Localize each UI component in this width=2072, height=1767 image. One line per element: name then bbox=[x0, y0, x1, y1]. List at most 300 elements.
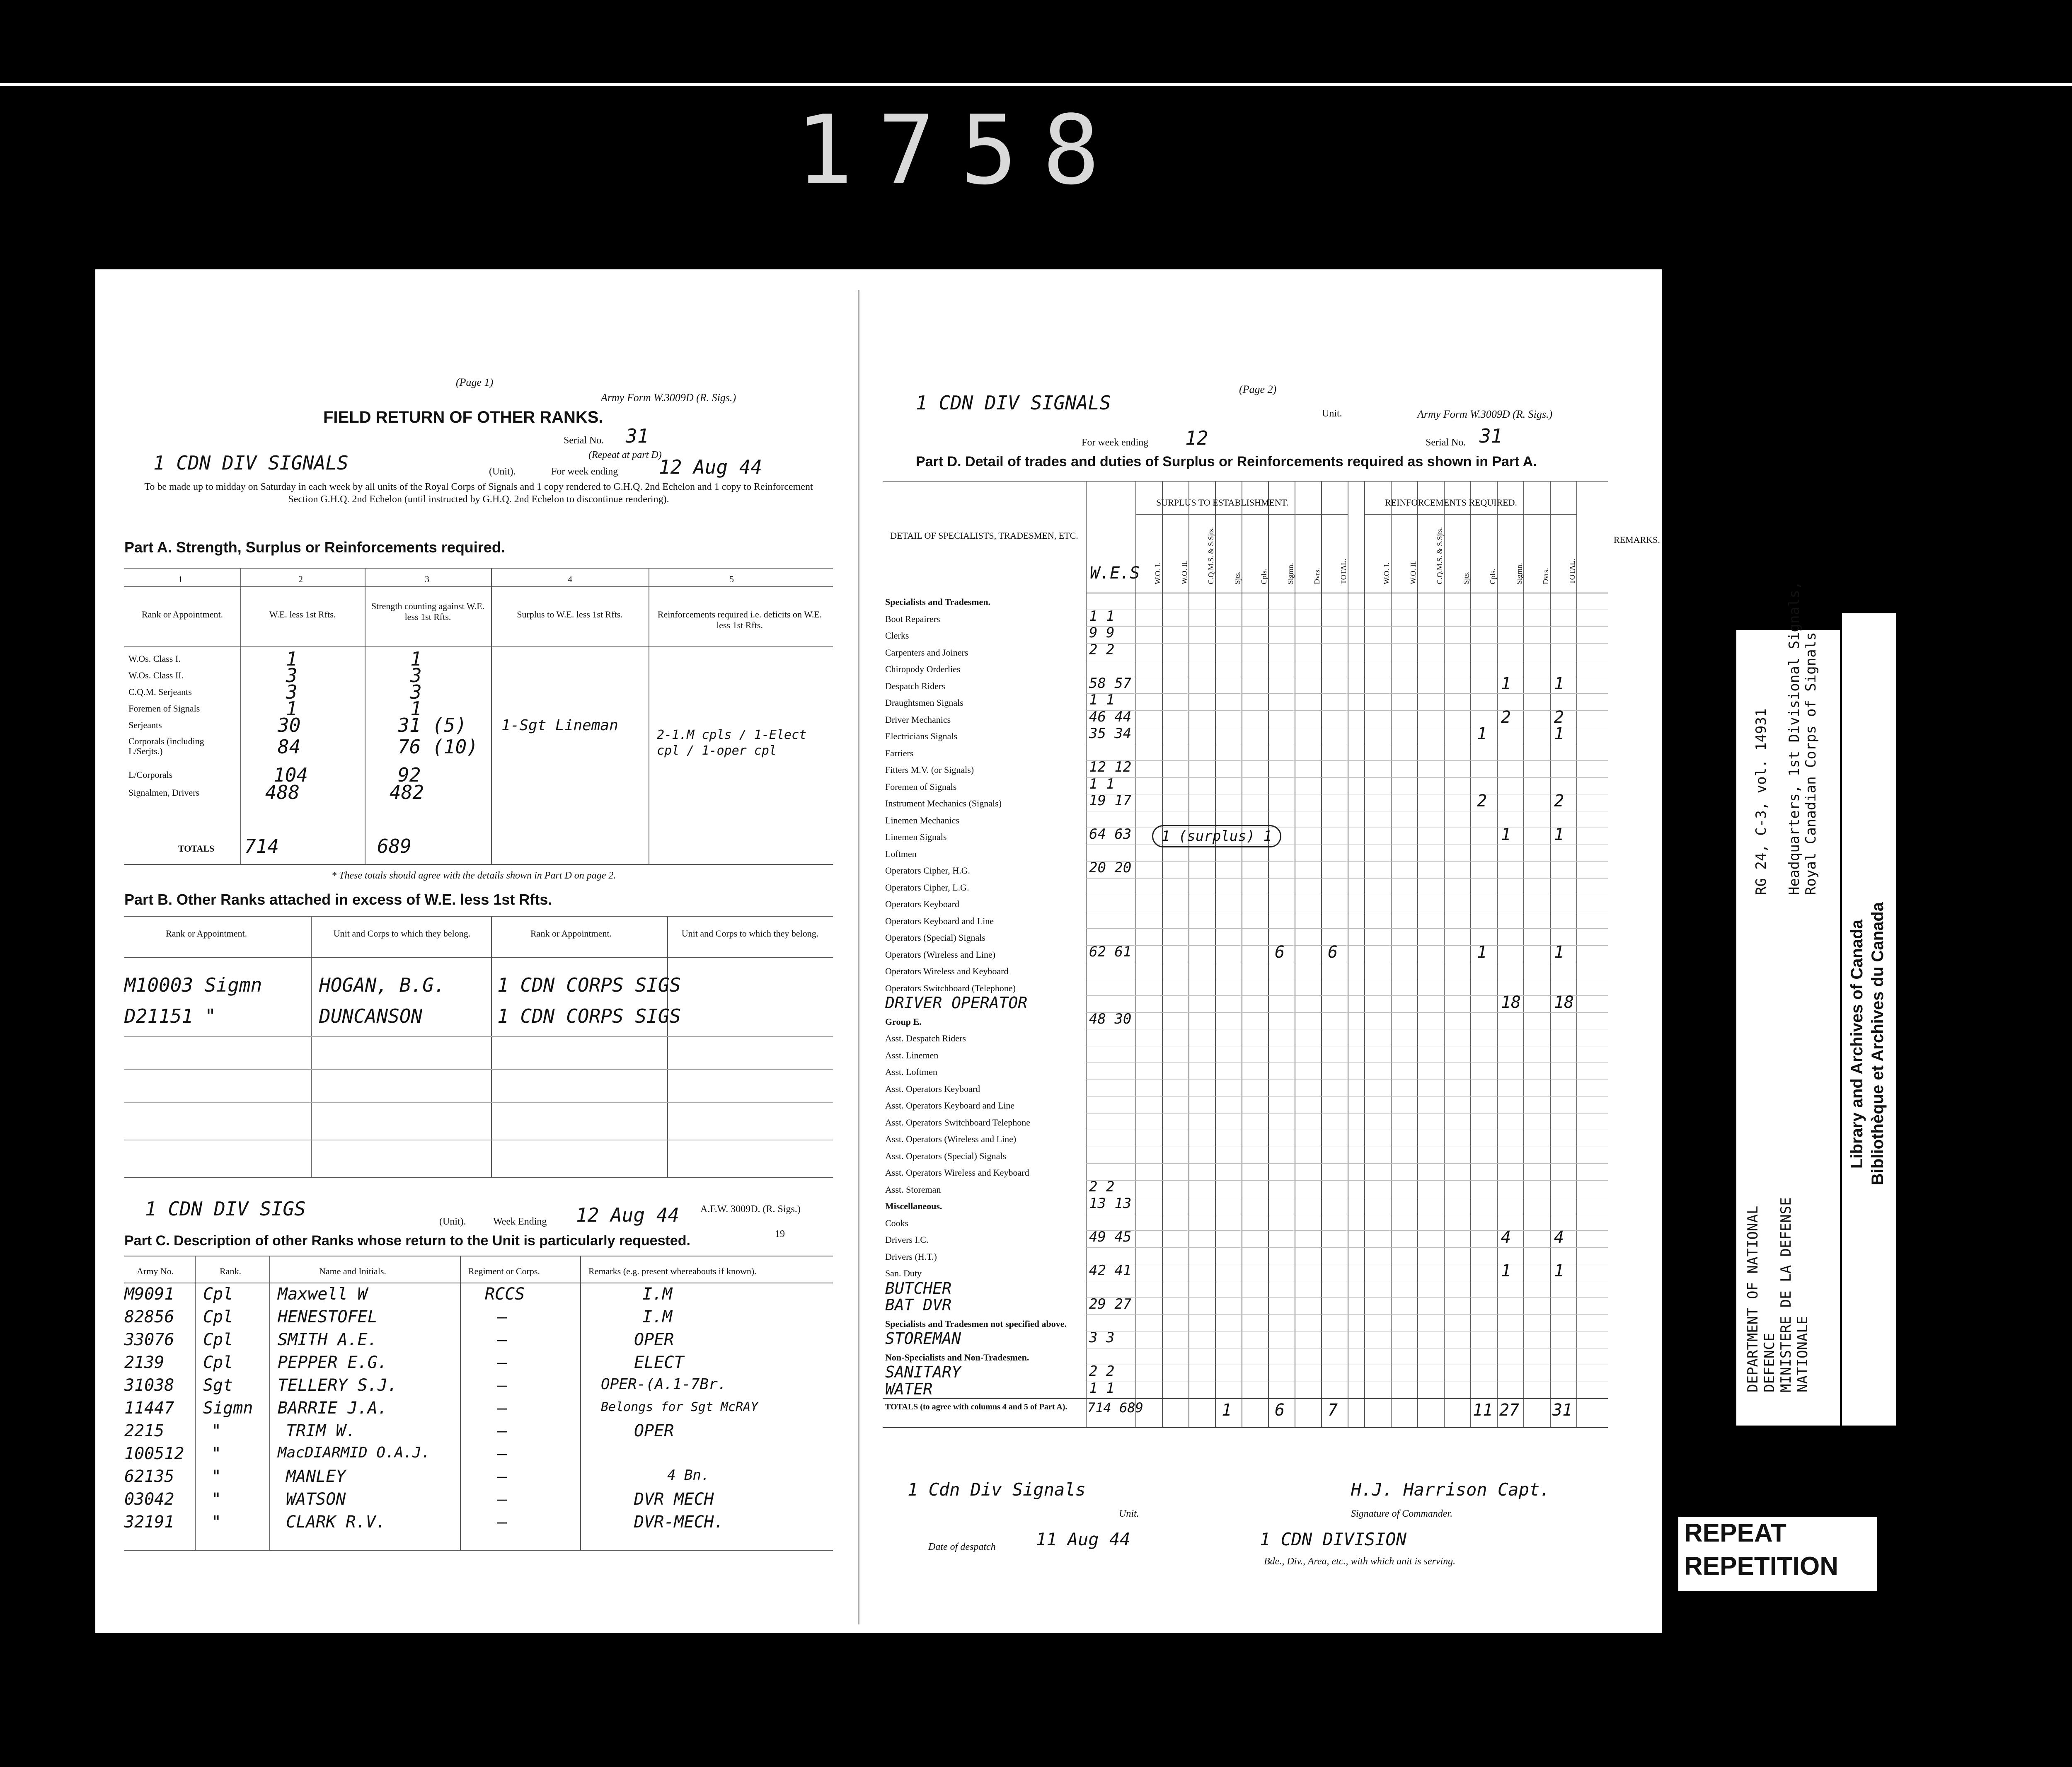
partD-row-we: 2 2 bbox=[1089, 1178, 1115, 1195]
partC-regt: — bbox=[497, 1421, 508, 1440]
partC-name: WATSON bbox=[286, 1490, 346, 1509]
archive-line: MINISTERE DE LA DEFENSE bbox=[1778, 1197, 1794, 1392]
partD-row-label: STOREMAN bbox=[885, 1329, 961, 1348]
partD-row-label: Drivers I.C. bbox=[885, 1234, 929, 1245]
partA-rank: C.Q.M. Serjeants bbox=[128, 687, 192, 697]
page2-label: (Page 2) bbox=[1239, 383, 1277, 395]
partA-we: 104 bbox=[274, 764, 308, 786]
partA-col-rule bbox=[240, 568, 241, 864]
partD-row-rule bbox=[1086, 643, 1608, 644]
partD-row-we: 49 45 bbox=[1089, 1229, 1132, 1245]
partD-reinf-sigmn: 2 bbox=[1501, 707, 1511, 727]
partC-rank: Cpl bbox=[203, 1330, 233, 1349]
partA-we: 1 bbox=[286, 648, 298, 670]
partC-name: HENESTOFEL bbox=[278, 1307, 378, 1326]
partD-table bbox=[883, 481, 1660, 1467]
archive-line: Royal Canadian Corps of Signals bbox=[1803, 632, 1819, 895]
partC-col-rule bbox=[269, 1256, 270, 1550]
partB-col-rule bbox=[667, 916, 668, 1177]
partB-row-rule bbox=[124, 1069, 833, 1070]
partC-unit-label: (Unit). bbox=[439, 1216, 466, 1227]
partD-row-label: DRIVER OPERATOR bbox=[885, 994, 1028, 1012]
unit-label: (Unit). bbox=[489, 466, 516, 477]
partC-bottom-rule bbox=[124, 1550, 833, 1551]
partA-col-rule bbox=[365, 568, 366, 864]
partB-unit: HOGAN, B.G. bbox=[319, 974, 445, 996]
partD-detail-header: DETAIL OF SPECIALISTS, TRADESMEN, ETC. bbox=[890, 530, 1078, 541]
partD-totals-rule bbox=[883, 1398, 1608, 1399]
partC-name: SMITH A.E. bbox=[278, 1330, 378, 1349]
partC-week-value: 12 Aug 44 bbox=[576, 1204, 680, 1226]
partD-surplus-note: 1 (surplus) 1 bbox=[1152, 825, 1281, 847]
partD-reinf-col-header: Dvrs. bbox=[1542, 568, 1550, 584]
archive-line: DEPARTMENT OF NATIONAL bbox=[1745, 1205, 1761, 1392]
partD-row-we: 1 1 bbox=[1089, 692, 1115, 708]
partC-title: Part C. Description of other Ranks whose return to the Unit is particularly requested. bbox=[124, 1233, 690, 1249]
partC-remarks: Belongs for Sgt McRAY bbox=[601, 1400, 758, 1414]
partC-regt: — bbox=[497, 1399, 508, 1418]
partA-strength: 482 bbox=[390, 781, 424, 804]
partB-unit2: 1 CDN CORPS SIGS bbox=[497, 1005, 681, 1027]
partD-totals-we: 714 689 bbox=[1087, 1400, 1143, 1416]
week-label: For week ending bbox=[551, 466, 618, 477]
partC-remarks: ELECT bbox=[634, 1353, 684, 1372]
partD-row-label: Asst. Loftmen bbox=[885, 1067, 937, 1077]
partC-regt: — bbox=[497, 1376, 508, 1395]
partA-top-rule bbox=[124, 568, 833, 569]
partD-row-label: Asst. Operators Keyboard and Line bbox=[885, 1100, 1015, 1111]
partD-col-rule bbox=[1215, 481, 1216, 1427]
partC-regt: — bbox=[497, 1330, 508, 1349]
partC-regt: — bbox=[497, 1513, 508, 1532]
partD-surplus-col-header: Sigmn. bbox=[1286, 563, 1295, 584]
partD-surplus-col-header: TOTAL. bbox=[1339, 559, 1348, 584]
partD-row-rule bbox=[1086, 995, 1608, 996]
partD-row-we: 2 2 bbox=[1089, 1363, 1115, 1380]
partD-row-label: Loftmen bbox=[885, 848, 917, 859]
partA-bottom-rule bbox=[124, 864, 833, 865]
partD-row-rule bbox=[1086, 1012, 1608, 1013]
partC-header: Name and Initials. bbox=[319, 1266, 386, 1276]
partD-row-label: Operators Cipher, L.G. bbox=[885, 882, 969, 893]
partD-row-we: 35 34 bbox=[1089, 725, 1132, 742]
partD-reinf-col-header: Sigmn. bbox=[1515, 563, 1523, 584]
partD-reinf-total: 1 bbox=[1554, 674, 1564, 693]
despatch-label: Date of despatch bbox=[928, 1542, 996, 1552]
partD-surplus-col-header: C.Q.M.S. & S.Sjts. bbox=[1207, 527, 1215, 584]
serial-label: Serial No. bbox=[564, 435, 604, 446]
partB-header: Unit and Corps to which they belong. bbox=[333, 928, 471, 939]
partD-row-label: Asst. Operators (Special) Signals bbox=[885, 1150, 1007, 1161]
partB-header: Unit and Corps to which they belong. bbox=[681, 928, 819, 939]
partC-col-rule bbox=[460, 1256, 461, 1550]
partD-row-label: Electricians Signals bbox=[885, 731, 958, 741]
partA-we: 3 bbox=[286, 664, 298, 687]
partA-rank: Signalmen, Drivers bbox=[128, 787, 200, 798]
partD-row-we: 13 13 bbox=[1089, 1195, 1132, 1212]
partB-header: Rank or Appointment. bbox=[166, 928, 247, 939]
partD-row-we: 46 44 bbox=[1089, 708, 1132, 725]
page2-serial-label: Serial No. bbox=[1426, 437, 1466, 448]
partD-row-label: Driver Mechanics bbox=[885, 714, 951, 725]
partD-surplus-col-header: Cpls. bbox=[1260, 569, 1268, 584]
partD-row-label: Carpenters and Joiners bbox=[885, 647, 968, 658]
partC-remarks: I.M bbox=[642, 1307, 673, 1326]
partC-col-rule bbox=[195, 1256, 196, 1550]
partA-we-total: 714 bbox=[244, 835, 279, 857]
partD-row-we: 9 9 bbox=[1089, 625, 1115, 641]
partD-row-label: Linemen Signals bbox=[885, 832, 947, 842]
partB-unit: DUNCANSON bbox=[319, 1005, 423, 1027]
partD-totals-surplus-total: 7 bbox=[1328, 1401, 1338, 1420]
partB-row-rule bbox=[124, 1102, 833, 1103]
partD-col-rule bbox=[1364, 481, 1365, 1427]
partC-header: Rank. bbox=[220, 1266, 241, 1276]
partC-name: BARRIE J.A. bbox=[278, 1399, 387, 1418]
partD-row-rule bbox=[1086, 945, 1608, 946]
partD-row-we: 48 30 bbox=[1089, 1010, 1132, 1027]
partC-rank: Cpl bbox=[203, 1307, 233, 1326]
partA-rank: Serjeants bbox=[128, 720, 162, 730]
partA-footnote: * These totals should agree with the details shown in Part D on page 2. bbox=[332, 870, 616, 881]
partC-remarks: DVR-MECH. bbox=[634, 1513, 724, 1532]
partC-remarks: OPER bbox=[634, 1330, 674, 1349]
partA-header-rank: Rank or Appointment. bbox=[141, 609, 223, 620]
partD-reinf-col-header: W.O. I. bbox=[1382, 562, 1391, 584]
partC-col-rule bbox=[580, 1256, 581, 1550]
partD-row-rule bbox=[1086, 928, 1608, 929]
partD-reinf-total: 1 bbox=[1554, 1261, 1564, 1280]
partC-regt: RCCS bbox=[485, 1285, 525, 1304]
partC-rank: " bbox=[211, 1490, 222, 1509]
partD-row-label: Operators Keyboard bbox=[885, 899, 959, 909]
partD-reinf-col-header: Cpls. bbox=[1489, 569, 1497, 584]
partB-unit2: 1 CDN CORPS SIGS bbox=[497, 974, 681, 996]
partD-totals-reinf-total: 31 bbox=[1552, 1401, 1573, 1420]
partC-rank: Cpl bbox=[203, 1285, 233, 1304]
partD-reinf-cpls: 1 bbox=[1477, 942, 1487, 962]
partD-row-label: Asst. Operators (Wireless and Line) bbox=[885, 1134, 1017, 1144]
archive-line: RG 24, C-3, vol. 14931 bbox=[1753, 708, 1769, 895]
partD-row-we: 1 1 bbox=[1089, 775, 1115, 792]
partC-name: CLARK R.V. bbox=[286, 1513, 386, 1532]
partD-totals-label: TOTALS (to agree with columns 4 and 5 of Part A). bbox=[885, 1402, 1067, 1411]
partD-row-rule bbox=[1086, 693, 1608, 694]
partD-row-label: Despatch Riders bbox=[885, 680, 945, 691]
partC-army-no: 33076 bbox=[124, 1330, 174, 1349]
partD-row-label: Boot Repairers bbox=[885, 613, 940, 624]
lac-label bbox=[1842, 613, 1896, 1426]
instructions-text: To be made up to midday on Saturday in each week by all units of the Royal Corps of Signals and 1 copy rendered to G.H.Q. 2nd Echelon and 1 copy to Reinforcement Section G.H.Q. 2nd Echelon (until instructed by G.H.Q. 2nd Echelon to discontinue rendering). bbox=[144, 482, 813, 505]
frame-number: 1758 bbox=[796, 95, 1125, 206]
partA-strength: 3 bbox=[410, 681, 422, 703]
partA-reinf: 2-1.M cpls / 1-Elect cpl / 1-oper cpl bbox=[657, 728, 807, 758]
partD-bottom-rule bbox=[883, 1427, 1608, 1428]
partC-regt: — bbox=[497, 1307, 508, 1326]
partD-row-label: Asst. Operators Keyboard bbox=[885, 1083, 980, 1094]
partD-subheader-rule bbox=[1364, 514, 1576, 515]
partB-title: Part B. Other Ranks attached in excess of W.E. less 1st Rfts. bbox=[124, 891, 552, 908]
partD-totals-surplus-sigmn: 6 bbox=[1275, 1401, 1285, 1420]
partD-surplus-col-header: W.O. I. bbox=[1154, 562, 1162, 584]
partA-colnum: 5 bbox=[729, 574, 734, 584]
partB-col-rule bbox=[491, 916, 492, 1177]
partD-row-rule bbox=[1086, 626, 1608, 627]
partD-we-header: W.E.S bbox=[1090, 564, 1140, 583]
serial-value: 31 bbox=[626, 425, 649, 447]
partD-row-label: Asst. Linemen bbox=[885, 1050, 939, 1060]
partC-name: Maxwell W bbox=[278, 1285, 368, 1304]
partD-reinf-col-header: C.Q.M.S. & S.Sjts. bbox=[1435, 527, 1444, 584]
partD-row-we: 2 2 bbox=[1089, 641, 1115, 658]
partD-col-rule bbox=[1391, 481, 1392, 1427]
partA-strength: 1 bbox=[410, 648, 422, 670]
partD-row-label: Specialists and Tradesmen. bbox=[885, 597, 991, 607]
partD-row-label: Instrument Mechanics (Signals) bbox=[885, 798, 1002, 808]
page2-unit-label: Unit. bbox=[1322, 408, 1342, 419]
week-value: 12 Aug 44 bbox=[659, 456, 762, 478]
lac-english: Library and Archives of Canada bbox=[1848, 920, 1866, 1169]
partC-army-no: 100512 bbox=[124, 1444, 184, 1463]
partD-row-label: Asst. Despatch Riders bbox=[885, 1033, 966, 1043]
partA-strength: 1 bbox=[410, 697, 422, 720]
partD-reinf-cpls: 2 bbox=[1477, 792, 1487, 811]
partC-regt: — bbox=[497, 1467, 508, 1486]
partC-rank: " bbox=[211, 1444, 222, 1463]
partC-header: Regiment or Corps. bbox=[468, 1266, 540, 1276]
partB-header: Rank or Appointment. bbox=[530, 928, 612, 939]
partD-surplus-header: SURPLUS TO ESTABLISHMENT. bbox=[1156, 497, 1289, 508]
partD-col-rule bbox=[1470, 481, 1471, 1427]
partC-rank: Cpl bbox=[203, 1353, 233, 1372]
partC-remarks: I.M bbox=[642, 1285, 673, 1304]
partA-we: 30 bbox=[278, 714, 301, 736]
partD-row-we: 3 3 bbox=[1089, 1329, 1115, 1346]
partC-form: A.F.W. 3009D. (R. Sigs.) bbox=[700, 1204, 801, 1215]
partD-row-label: Draughtsmen Signals bbox=[885, 697, 963, 708]
partD-reinf-col-header: Sjts. bbox=[1462, 571, 1470, 584]
partD-row-rule bbox=[1086, 777, 1608, 778]
partB-rank: D21151 " bbox=[124, 1005, 216, 1027]
partB-bottom-rule bbox=[124, 1177, 833, 1178]
partD-row-label: Miscellaneous. bbox=[885, 1201, 942, 1211]
partD-row-label: BAT DVR bbox=[885, 1296, 952, 1314]
partD-col-rule bbox=[1523, 481, 1524, 1427]
partD-surplus-total: 6 bbox=[1328, 942, 1338, 962]
partD-row-label: Operators Switchboard (Telephone) bbox=[885, 983, 1016, 993]
partD-row-label: Chiropody Orderlies bbox=[885, 664, 961, 674]
partC-remarks: 4 Bn. bbox=[667, 1467, 710, 1484]
partB-top-rule bbox=[124, 916, 833, 917]
footer-signature-label: Signature of Commander. bbox=[1351, 1508, 1453, 1519]
partC-header: Army No. bbox=[137, 1266, 174, 1276]
partD-surplus-sigmn: 6 bbox=[1275, 942, 1285, 962]
partD-col-rule bbox=[1135, 481, 1136, 1427]
despatch-value: 11 Aug 44 bbox=[1036, 1529, 1130, 1549]
partD-row-label: San. Duty bbox=[885, 1268, 922, 1278]
partC-army-no: 32191 bbox=[124, 1513, 174, 1532]
partA-rank: Foremen of Signals bbox=[128, 703, 200, 714]
partD-col-rule bbox=[1188, 481, 1189, 1427]
partC-army-no: 2215 bbox=[124, 1421, 165, 1440]
repeat-note: (Repeat at part D) bbox=[588, 450, 662, 460]
partD-row-label: Non-Specialists and Non-Tradesmen. bbox=[885, 1352, 1029, 1363]
partA-colnum: 1 bbox=[178, 574, 183, 584]
partD-reinf-total: 2 bbox=[1554, 707, 1564, 727]
partD-reinf-col-header: TOTAL. bbox=[1568, 559, 1576, 584]
partD-col-rule bbox=[1162, 481, 1163, 1427]
partB-row-rule bbox=[124, 1036, 833, 1037]
partA-surplus: 1-Sgt Lineman bbox=[501, 717, 618, 734]
partC-name: TRIM W. bbox=[286, 1421, 356, 1440]
partA-colnum: 2 bbox=[298, 574, 303, 584]
partB-rule bbox=[124, 957, 833, 958]
page2-week-label: For week ending bbox=[1082, 437, 1149, 448]
partD-row-rule bbox=[1086, 1314, 1608, 1315]
partA-strength-total: 689 bbox=[377, 835, 412, 857]
page2-week-value: 12 bbox=[1185, 427, 1208, 449]
partD-col-rule bbox=[1268, 481, 1269, 1427]
partA-strength: 76 (10) bbox=[398, 736, 478, 758]
partD-col-rule bbox=[1444, 481, 1445, 1427]
partA-we: 84 bbox=[278, 736, 301, 758]
partD-row-we: 42 41 bbox=[1089, 1262, 1132, 1279]
partA-rule bbox=[124, 646, 833, 647]
partD-totals-reinf-sigmn: 27 bbox=[1499, 1401, 1520, 1420]
page1-label: (Page 1) bbox=[456, 376, 494, 388]
partD-row-we: 19 17 bbox=[1089, 792, 1132, 809]
partD-row-label: Asst. Storeman bbox=[885, 1184, 941, 1195]
partD-reinf-sigmn: 1 bbox=[1501, 674, 1511, 693]
partA-colnum: 4 bbox=[568, 574, 572, 584]
partD-surplus-col-header: Dvrs. bbox=[1313, 568, 1321, 584]
partD-reinf-sigmn: 18 bbox=[1501, 993, 1521, 1012]
partD-row-rule bbox=[1086, 1180, 1608, 1181]
partD-row-label: Operators (Wireless and Line) bbox=[885, 949, 996, 960]
partC-army-no: 11447 bbox=[124, 1399, 174, 1418]
partC-rank: Sgt bbox=[203, 1376, 233, 1395]
partD-row-label: Operators Cipher, H.G. bbox=[885, 865, 971, 876]
partD-col-rule bbox=[1321, 481, 1322, 1427]
partC-name: PEPPER E.G. bbox=[278, 1353, 387, 1372]
partC-year: 19 bbox=[775, 1229, 785, 1239]
partD-row-we: 12 12 bbox=[1089, 759, 1132, 775]
partC-rank: " bbox=[211, 1513, 222, 1532]
partA-rule bbox=[124, 586, 833, 587]
partD-row-label: Clerks bbox=[885, 630, 909, 641]
partD-title: Part D. Detail of trades and duties of Surplus or Reinforcements required as shown in Part A. bbox=[916, 454, 1537, 470]
unit-value: 1 CDN DIV SIGNALS bbox=[153, 452, 349, 474]
partD-row-rule bbox=[1086, 878, 1608, 879]
partD-reinf-total: 1 bbox=[1554, 825, 1564, 844]
partD-row-label: WATER bbox=[885, 1380, 933, 1398]
partD-row-rule bbox=[1086, 1230, 1608, 1231]
lac-french: Bibliothèque et Archives du Canada bbox=[1869, 902, 1887, 1185]
archive-line: Headquarters, 1st Divisional Signals, bbox=[1786, 581, 1803, 895]
partD-reinf-col-header: W.O. II. bbox=[1409, 560, 1417, 584]
partD-subheader-rule bbox=[1135, 514, 1348, 515]
partA-totals-label: TOTALS bbox=[178, 843, 215, 854]
partC-rank: " bbox=[211, 1421, 222, 1440]
partD-row-we: 62 61 bbox=[1089, 943, 1132, 960]
partD-reinf-total: 1 bbox=[1554, 942, 1564, 962]
partD-col-rule bbox=[1417, 481, 1418, 1427]
repeat-stamp-line2: REPETITION bbox=[1684, 1552, 1839, 1581]
page-fold bbox=[858, 290, 859, 1624]
partC-unit: 1 CDN DIV SIGS bbox=[145, 1198, 306, 1220]
partD-row-rule bbox=[1086, 710, 1608, 711]
footer-signature: H.J. Harrison Capt. bbox=[1351, 1479, 1550, 1500]
partA-header-surplus: Surplus to W.E. less 1st Rfts. bbox=[517, 609, 623, 620]
partD-row-label: Linemen Mechanics bbox=[885, 815, 959, 825]
partD-row-label: BUTCHER bbox=[885, 1279, 952, 1297]
partD-row-rule bbox=[1086, 861, 1608, 862]
partD-reinf-total: 18 bbox=[1554, 993, 1574, 1012]
page2-serial-value: 31 bbox=[1479, 425, 1503, 447]
partD-row-label: Foremen of Signals bbox=[885, 781, 957, 792]
partC-army-no: 31038 bbox=[124, 1376, 174, 1395]
partC-name: MANLEY bbox=[286, 1467, 346, 1486]
partD-surplus-col-header: Sjts. bbox=[1233, 571, 1242, 584]
partD-row-we: 64 63 bbox=[1089, 826, 1132, 842]
partD-row-we: 1 1 bbox=[1089, 1380, 1115, 1397]
repeat-stamp-line1: REPEAT bbox=[1684, 1519, 1786, 1547]
partC-army-no: 62135 bbox=[124, 1467, 174, 1486]
partD-row-we: 29 27 bbox=[1089, 1296, 1132, 1312]
partC-name: TELLERY S.J. bbox=[278, 1376, 397, 1395]
partD-row-label: Farriers bbox=[885, 748, 914, 758]
partD-col-rule bbox=[1497, 481, 1498, 1427]
partD-row-label: Cooks bbox=[885, 1218, 909, 1228]
partA-we: 3 bbox=[286, 681, 298, 703]
partD-col-rule bbox=[1576, 481, 1577, 1427]
partC-army-no: 2139 bbox=[124, 1353, 165, 1372]
partC-army-no: M9091 bbox=[124, 1285, 174, 1304]
footer-unit-value: 1 Cdn Div Signals bbox=[908, 1479, 1086, 1500]
partC-army-no: 82856 bbox=[124, 1307, 174, 1326]
partD-reinf-sigmn: 4 bbox=[1501, 1228, 1511, 1247]
division-value: 1 CDN DIVISION bbox=[1260, 1529, 1407, 1549]
partA-we: 488 bbox=[265, 781, 300, 804]
partD-row-label: Group E. bbox=[885, 1016, 922, 1027]
division-label: Bde., Div., Area, etc., with which unit is serving. bbox=[1264, 1556, 1456, 1567]
partA-strength: 92 bbox=[398, 764, 421, 786]
archive-line: DEFENCE bbox=[1761, 1333, 1778, 1392]
partD-reinf-total: 4 bbox=[1554, 1228, 1564, 1247]
partD-reinf-sigmn: 1 bbox=[1501, 825, 1511, 844]
film-top-line bbox=[0, 83, 2072, 86]
partA-strength: 31 (5) bbox=[398, 714, 467, 736]
partD-row-label: SANITARY bbox=[885, 1363, 961, 1381]
partD-col-rule bbox=[1086, 481, 1087, 1427]
partC-army-no: 03042 bbox=[124, 1490, 174, 1509]
partA-header-reinf: Reinforcements required i.e. deficits on W.E. less 1st Rfts. bbox=[657, 609, 822, 630]
partA-rank: W.Os. Class II. bbox=[128, 670, 184, 680]
partD-row-rule bbox=[1086, 1096, 1608, 1097]
partA-rank: Corporals (including L/Serjts.) bbox=[128, 736, 204, 756]
partD-surplus-col-header: W.O. II. bbox=[1180, 560, 1188, 584]
partD-row-rule bbox=[1086, 760, 1608, 761]
partD-reinf-header: REINFORCEMENTS REQUIRED. bbox=[1385, 497, 1518, 508]
repeat-stamp bbox=[1678, 1517, 1877, 1591]
partD-row-rule bbox=[1086, 1163, 1608, 1164]
partD-row-label: Specialists and Tradesmen not specified above. bbox=[885, 1318, 1067, 1329]
partD-row-label: Operators Keyboard and Line bbox=[885, 915, 994, 926]
partA-we: 1 bbox=[286, 697, 298, 720]
partC-header: Remarks (e.g. present whereabouts if known). bbox=[588, 1266, 757, 1276]
partD-reinf-sigmn: 1 bbox=[1501, 1261, 1511, 1280]
partA-header-strength: Strength counting against W.E. less 1st Rfts. bbox=[371, 601, 485, 622]
